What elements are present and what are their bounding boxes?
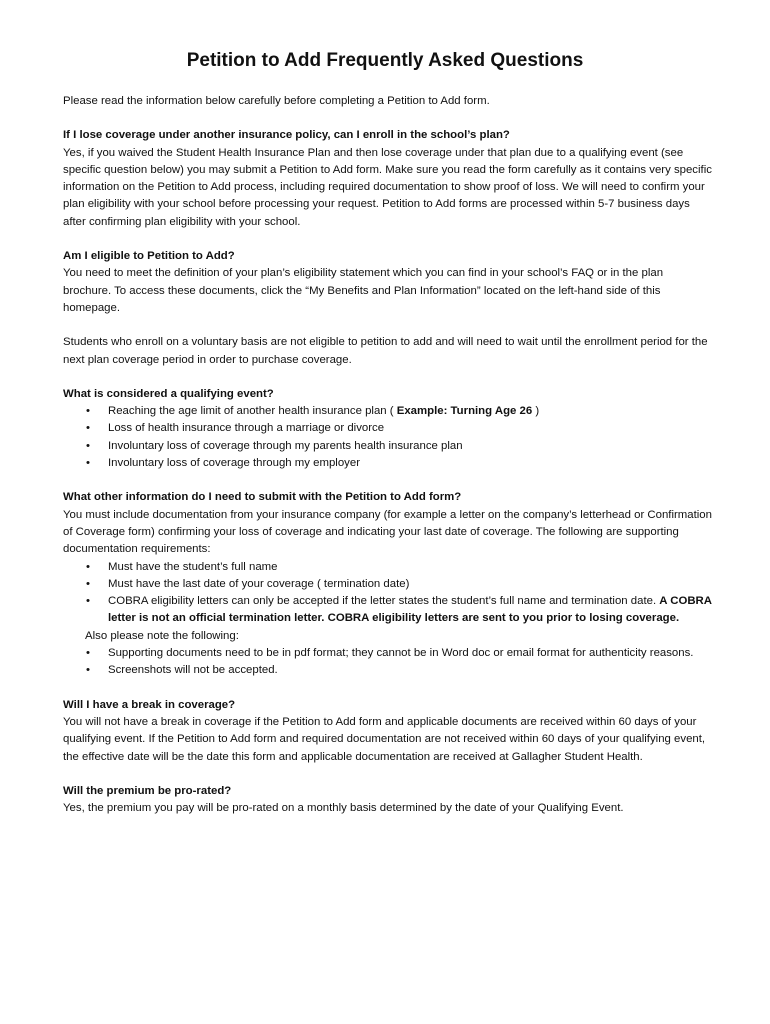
question-other-info: What other information do I need to submit with the Petition to Add form? <box>63 491 462 504</box>
list-item: • Involuntary loss of coverage through my employer <box>63 455 713 472</box>
faq-content <box>63 93 713 817</box>
question-premium: Will the premium be pro-rated? <box>63 784 232 797</box>
documentation-requirements-list <box>63 559 713 628</box>
list-item: • Reaching the age limit of another health insurance plan ( Example: Turning Age 26 ) <box>63 403 713 420</box>
page-title: Petition to Add Frequently Asked Questions <box>186 50 584 71</box>
answer-break-coverage: You will not have a break in coverage if the Petition to Add form and applicable documents are received within 60 days of your qualifying event. If the Petition to Add form and required documentation are not received within 60 days of your qualifying event, the effective date will be the date this form and applicable documentation are received at Gallagher Student Health. <box>63 715 706 763</box>
note-list <box>63 645 713 680</box>
list-item: • Must have the student’s full name <box>63 559 713 576</box>
question-lose-coverage: If I lose coverage under another insurance policy, can I enroll in the school’s plan? <box>63 129 510 142</box>
list-item: • Supporting documents need to be in pdf format; they cannot be in Word doc or email format for authenticity reasons. <box>63 645 713 662</box>
list-item: • COBRA eligibility letters can only be accepted if the letter states the student’s full name and termination date. A COBRA letter is not an official termination letter. COBRA eligibility letters are sent to you prior to losing coverage. <box>63 593 713 628</box>
question-eligible: Am I eligible to Petition to Add? <box>63 250 235 263</box>
list-item: • Must have the last date of your coverage ( termination date) <box>63 576 713 593</box>
answer-other-info: You must include documentation from your insurance company (for example a letter on the company’s letterhead or Confirmation of Coverage form) confirming your loss of coverage and indicating your last date of coverage. The following are supporting documentation requirements: <box>63 508 712 556</box>
question-qualifying-event: What is considered a qualifying event? <box>63 387 274 400</box>
answer-eligible: You need to meet the definition of your plan’s eligibility statement which you can find in your school’s FAQ or in the plan brochure. To access these documents, click the “My Benefits and Plan Information” located on the left-hand side of this homepage. <box>63 267 664 314</box>
answer-premium: Yes, the premium you pay will be pro-rated on a monthly basis determined by the date of your Qualifying Event. <box>63 802 624 815</box>
list-item: • Involuntary loss of coverage through my parents health insurance plan <box>63 438 713 455</box>
answer-eligible-voluntary: Students who enroll on a voluntary basis are not eligible to petition to add and will need to wait until the enrollment period for the next plan coverage period in order to purchase coverage. <box>63 336 708 366</box>
answer-lose-coverage: Yes, if you waived the Student Health Insurance Plan and then lose coverage under that plan due to a qualifying event (see specific question below) you may submit a Petition to Add form. Make sure you read the form carefully as it contains very specific information on the Petition to Add process, including required documentation to show proof of loss. We will need to confirm your plan eligibility with your school before processing your request. Petition to Add forms are processed within 5-7 business days after confirming plan eligibility with your school. <box>63 146 712 228</box>
intro-text: Please read the information below carefully before completing a Petition to Add form. <box>63 95 490 107</box>
question-break-coverage: Will I have a break in coverage? <box>63 698 236 711</box>
qualifying-event-list <box>63 403 713 472</box>
list-item: • Screenshots will not be accepted. <box>63 662 713 679</box>
note-heading: Also please note the following: <box>85 629 239 642</box>
list-item: • Loss of health insurance through a marriage or divorce <box>63 420 713 437</box>
